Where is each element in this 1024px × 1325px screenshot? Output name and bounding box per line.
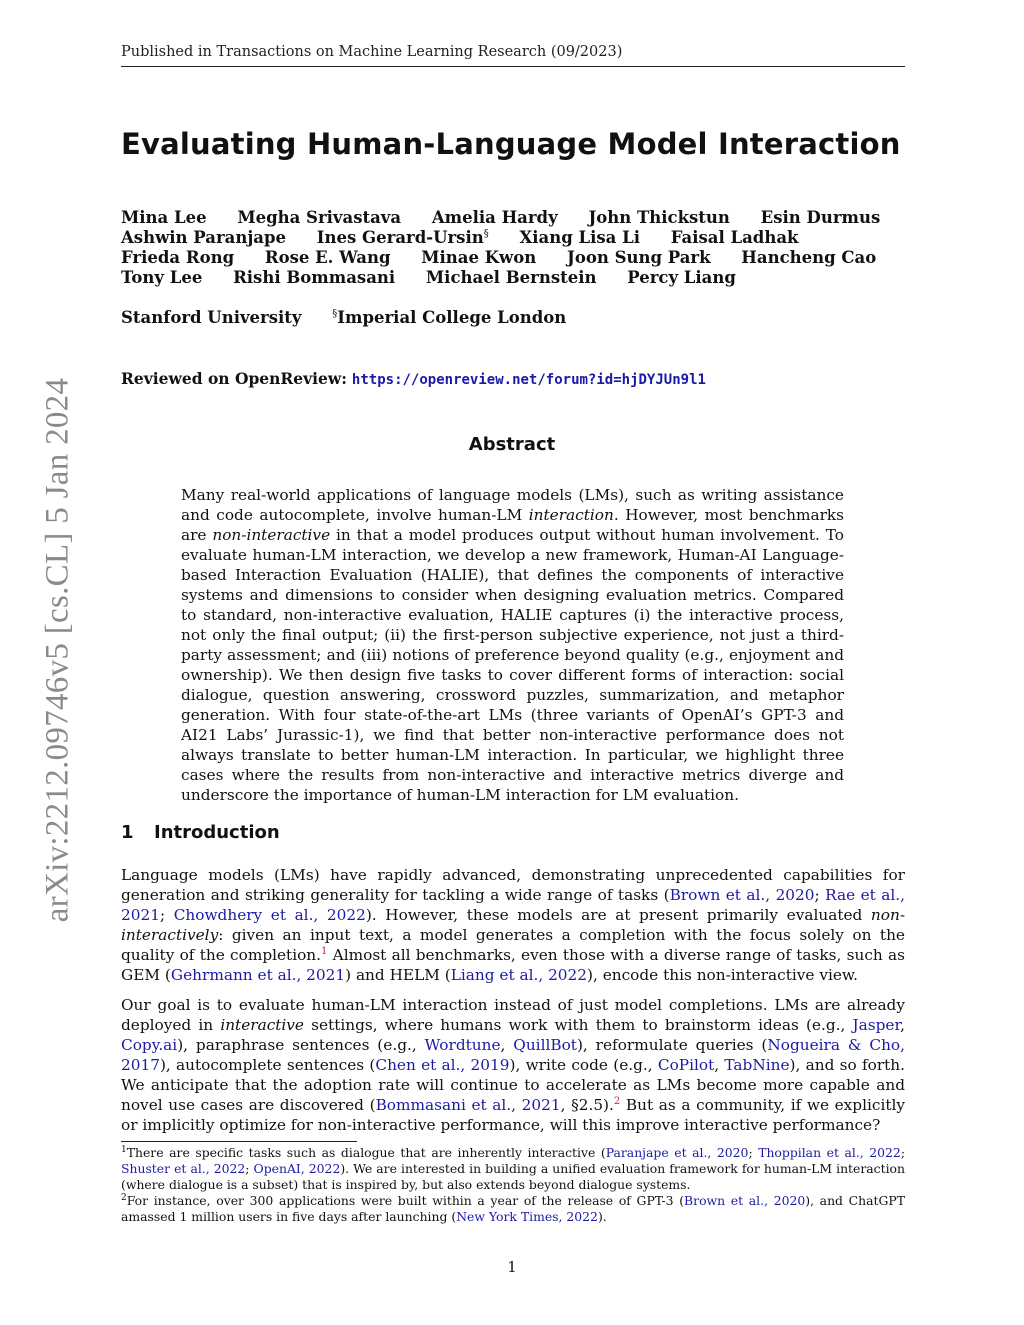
paragraph xyxy=(121,995,905,1135)
citation-link[interactable]: Gehrmann et al., 2021 xyxy=(170,966,346,984)
citation-link[interactable]: New York Times, 2022 xyxy=(456,1208,598,1224)
author: Mina Lee xyxy=(121,208,207,227)
citation-link[interactable]: Brown et al., 2020 xyxy=(684,1193,806,1208)
author: Xiang Lisa Li xyxy=(519,228,640,247)
footnote-text: There are specific tasks such as dialogue that are inherently interactive ( xyxy=(126,1145,606,1160)
body-text: ; xyxy=(159,906,174,924)
author: Hancheng Cao xyxy=(741,248,877,267)
citation-link[interactable]: Liang et al., 2022 xyxy=(450,966,588,984)
review-label: Reviewed on OpenReview: xyxy=(121,369,347,388)
body-text: ), and so forth. We anticipate that the adoption rate will continue to accelerate as LMs become more capable and novel use cases are discovered ( xyxy=(121,1056,905,1114)
citation-link[interactable]: Bommasani et al., 2021 xyxy=(375,1096,561,1114)
citation-link[interactable]: Chowdhery et al., 2022 xyxy=(173,906,366,924)
author: Esin Durmus xyxy=(760,208,881,227)
affiliations xyxy=(121,308,591,327)
author: Ines Gerard-Ursin xyxy=(316,228,484,247)
abstract-text: in that a model produces output without human involvement. To evaluate human-LM interaction, we develop a new framework, Human-AI Language-based Interaction Evaluation (HALIE), that defines the components of interactive systems and dimensions to consider when designing evaluation metrics. Compared to standard, non-interactive evaluation, HALIE captures (i) the interactive process, not only the final output; (ii) the first-person subjective experience, not just a third-party assessment; and (iii) notions of preference beyond quality (e.g., enjoyment and ownership). We then design five tasks to cover different forms of interaction: social dialogue, question answering, crossword puzzles, summarization, and metaphor generation. With four state-of-the-art LMs (three variants of OpenAI’s GPT-3 and AI21 Labs’ Jurassic-1), we find that better non-interactive performance does not always translate to better human-LM interaction. In particular, we highlight three cases where the results from non-interactive and interactive metrics diverge and underscore the importance of human-LM interaction for LM evaluation. xyxy=(181,526,844,804)
abstract-text: Many real-world applications of language models (LMs), such as writing assistance and code autocomplete, involve human-LM xyxy=(181,486,844,524)
emphasis: non-interactively xyxy=(121,906,905,944)
header-rule xyxy=(121,66,905,67)
affiliation-secondary: Imperial College London xyxy=(337,308,567,327)
body-text: , xyxy=(714,1056,725,1074)
body-text: , xyxy=(900,1016,905,1034)
citation-link[interactable]: Thoppilan et al., 2022 xyxy=(758,1145,901,1160)
affiliation-secondary-wrap xyxy=(332,308,566,327)
body-text: Language models (LMs) have rapidly advanced, demonstrating unprecedented capabilities for generation and striking generality for tackling a wide range of tasks ( xyxy=(121,866,905,904)
affiliation-mark: § xyxy=(332,308,338,320)
author-line xyxy=(121,228,880,248)
footnote xyxy=(121,1145,905,1192)
citation-link[interactable]: Chen et al., 2019 xyxy=(375,1056,510,1074)
author: Rose E. Wang xyxy=(264,248,391,267)
body-text: ) and HELM ( xyxy=(345,966,451,984)
affiliation-primary: Stanford University xyxy=(121,308,302,327)
body-text: : given an input text, a model generates a completion with the focus solely on the quality of the completion. xyxy=(121,926,905,964)
body-text: Almost all benchmarks, even those with a diverse range of tasks, such as GEM ( xyxy=(121,946,905,984)
footnote-mark: 1 xyxy=(121,1144,127,1155)
section-number: 1 xyxy=(121,822,134,843)
arxiv-stamp: arXiv:2212.09746v5 [cs.CL] 5 Jan 2024 xyxy=(39,377,76,923)
author: Faisal Ladhak xyxy=(670,228,799,247)
paper-title: Evaluating Human-Language Model Interaction xyxy=(121,127,901,161)
product-link[interactable]: Jasper xyxy=(852,1016,901,1034)
body-text: ), write code (e.g., xyxy=(509,1056,658,1074)
citation-link[interactable]: OpenAI, 2022 xyxy=(253,1160,341,1176)
emphasis: interactive xyxy=(220,1016,304,1034)
author: Minae Kwon xyxy=(421,248,537,267)
product-link[interactable]: Wordtune xyxy=(424,1036,501,1054)
product-link[interactable]: TabNine xyxy=(724,1056,790,1074)
author: John Thickstun xyxy=(588,208,730,227)
body-text: ; xyxy=(814,886,826,904)
abstract-text: . However, most benchmarks are xyxy=(181,506,845,544)
author-line xyxy=(121,268,880,288)
body-text: , §2.5). xyxy=(560,1096,614,1114)
paragraph xyxy=(121,865,905,985)
body-text: Our goal is to evaluate human-LM interaction instead of just model completions. LMs are already deployed in xyxy=(121,996,905,1034)
footnote-text: ; xyxy=(900,1145,906,1160)
author: Amelia Hardy xyxy=(431,208,558,227)
author-with-affil-mark xyxy=(317,228,489,248)
product-link[interactable]: Copy.ai xyxy=(121,1036,178,1054)
abstract-heading: Abstract xyxy=(468,434,556,455)
author-line xyxy=(121,208,880,228)
section-title: Introduction xyxy=(154,822,280,843)
body-text: ). However, these models are at present primarily evaluated xyxy=(365,906,871,924)
footnote-text: ; xyxy=(245,1160,254,1176)
author: Joon Sung Park xyxy=(567,248,711,267)
abstract-emphasis: non-interactive xyxy=(212,526,331,544)
section-heading xyxy=(121,822,280,843)
footnote-text: ). xyxy=(597,1208,607,1224)
author-list xyxy=(121,208,880,288)
footnote-mark: 2 xyxy=(121,1192,127,1203)
citation-link[interactable]: Nogueira & Cho, 2017 xyxy=(121,1036,906,1074)
body-text: ), encode this non-interactive view. xyxy=(587,966,859,984)
author: Megha Srivastava xyxy=(237,208,402,227)
author: Ashwin Paranjape xyxy=(121,228,287,247)
footnote-ref[interactable]: 2 xyxy=(613,1095,621,1107)
citation-link[interactable]: Shuster et al., 2022 xyxy=(121,1160,246,1176)
footnote-ref[interactable]: 1 xyxy=(321,945,328,957)
footnote-text: ; xyxy=(748,1145,759,1160)
affiliation-mark: § xyxy=(483,228,489,240)
openreview-link[interactable]: https://openreview.net/forum?id=hjDYJUn9l1 xyxy=(351,372,706,388)
body-text: ), reformulate queries ( xyxy=(576,1036,768,1054)
body-text: settings, where humans work with them to brainstorm ideas (e.g., xyxy=(304,1016,853,1034)
body-text: But as a community, if we explicitly or implicitly optimize for non-interactive performance, will this improve interactive performance? xyxy=(121,1096,906,1134)
footnote xyxy=(121,1193,905,1225)
author: Percy Liang xyxy=(627,268,736,287)
abstract-emphasis: interaction xyxy=(528,506,614,524)
footnote-text: ). We are interested in building a unified evaluation framework for human-LM interaction (where dialogue is a subset) that is inspired by, but also extends beyond dialogue systems. xyxy=(121,1160,906,1192)
author: Michael Bernstein xyxy=(425,268,597,287)
footnote-text: For instance, over 300 applications were built within a year of the release of GPT-3 ( xyxy=(126,1193,685,1208)
review-line xyxy=(121,369,706,388)
body-text: ), paraphrase sentences (e.g., xyxy=(177,1036,425,1054)
citation-link[interactable]: Paranjape et al., 2020 xyxy=(605,1145,749,1160)
page-number: 1 xyxy=(507,1258,517,1276)
citation-link[interactable]: Brown et al., 2020 xyxy=(669,886,815,904)
author: Rishi Bommasani xyxy=(233,268,396,287)
author-line xyxy=(121,248,880,268)
citation-link[interactable]: Rae et al., 2021 xyxy=(121,886,905,924)
body-text: ), autocomplete sentences ( xyxy=(159,1056,376,1074)
author: Tony Lee xyxy=(121,268,203,287)
footnote-rule xyxy=(121,1141,357,1142)
footnote-text: ), and ChatGPT amassed 1 million users in five days after launching ( xyxy=(121,1193,905,1224)
author: Frieda Rong xyxy=(121,248,235,267)
running-header: Published in Transactions on Machine Learning Research (09/2023) xyxy=(121,44,623,60)
product-link[interactable]: QuillBot xyxy=(513,1036,577,1054)
product-link[interactable]: CoPilot xyxy=(657,1056,715,1074)
body-text: , xyxy=(500,1036,514,1054)
abstract-body xyxy=(181,485,844,805)
